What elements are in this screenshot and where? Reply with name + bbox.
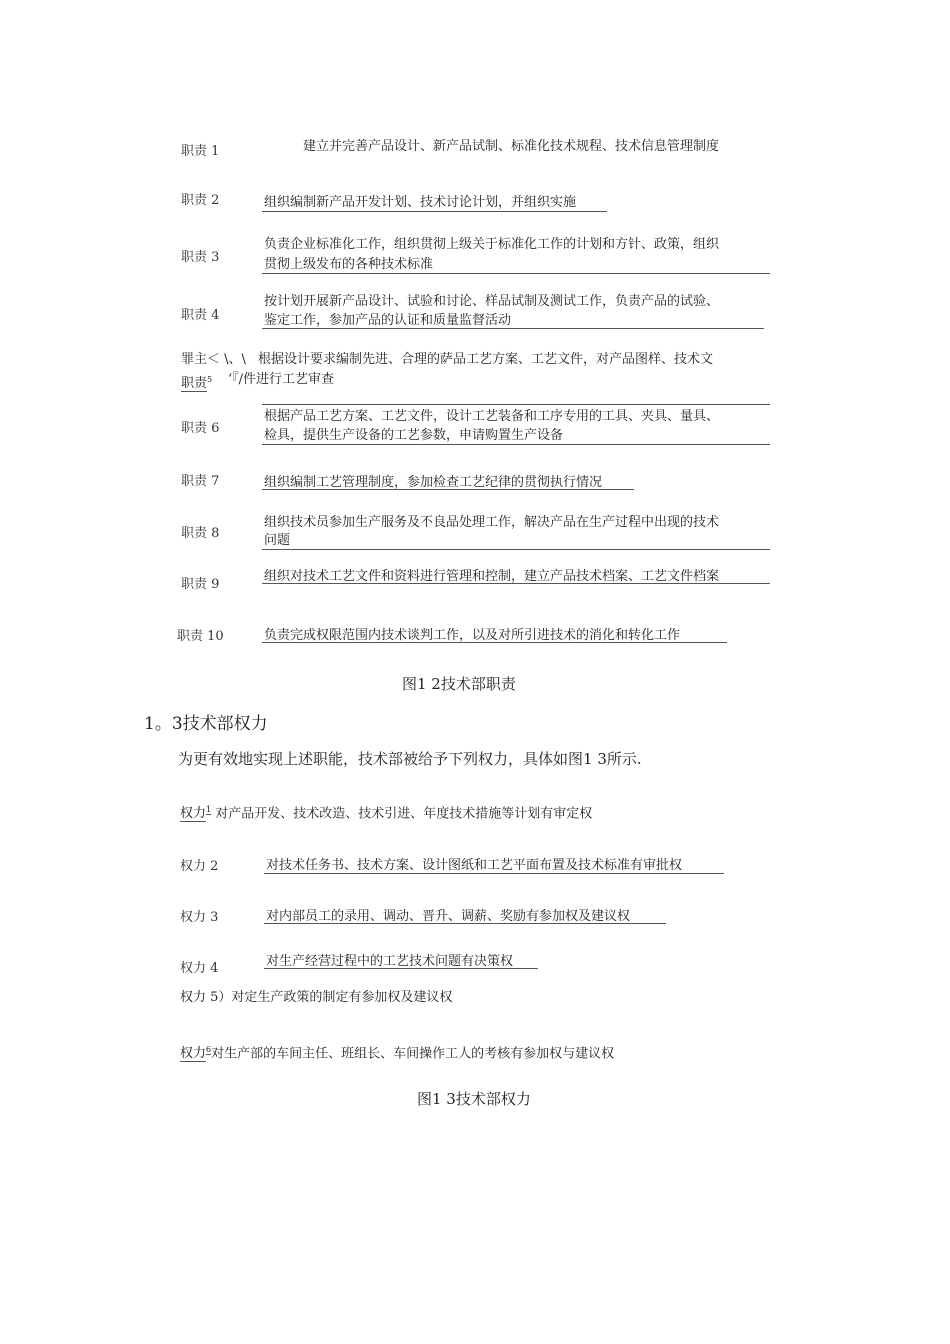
duty-5-line2: ‘『/件进行工艺审查 [228,372,335,387]
duty-8-line1: 组织技术员参加生产服务及不良品处理工作，解决产品在生产过程中出现的技术 [264,515,720,530]
power-2-underline [264,873,724,874]
duty-10-underline [262,642,727,643]
power-1-sup: 1 [206,805,212,814]
duty-3-label: 职责 3 [181,250,220,265]
duty-6-underline [262,444,770,445]
intro-paragraph: 为更有效地实现上述职能，技术部被给予下列权力，具体如图1 3所示. [178,750,642,768]
duty-5-label-wrap [181,370,212,394]
duty-10-text: 负责完成权限范围内技术谈判工作，以及对所引进技术的消化和转化工作 [264,628,681,643]
duty-4-label: 职责 4 [181,308,220,323]
duty-5-prefix: 罪主＜ \、\ [181,352,246,367]
power-4-text: 对生产经营过程中的工艺技术问题有决策权 [266,954,514,969]
duty-4-underline [262,328,764,329]
duty-6-line2: 检具，提供生产设备的工艺参数，申请购置生产设备 [264,428,564,443]
duty-3-line2: 贯彻上级发布的各种技术标准 [264,257,434,272]
duty-1-label: 职责 1 [181,144,220,159]
power-2-text: 对技术任务书、技术方案、设计图纸和工艺平面布置及技术标准有审批权 [266,858,683,873]
duty-3-underline [262,273,770,274]
duty-8-underline [262,549,770,550]
duty-1-text: 建立并完善产品设计、新产品试制、标准化技术规程、技术信息管理制度 [303,139,720,154]
power-4-label: 权力 4 [180,961,219,976]
duty-9-underline [262,583,770,584]
duty-8-line2: 问题 [264,533,291,548]
duty-8-label: 职责 8 [181,526,220,541]
duty-2-underline [262,211,607,212]
duty-9-text: 组织对技术工艺文件和资料进行管理和控制，建立产品技术档案、工艺文件档案 [264,569,720,584]
duty-3-line1: 负责企业标准化工作，组织贯彻上级关于标准化工作的计划和方针、政策，组织 [264,237,720,252]
power-6-sup: 6 [206,1045,212,1054]
power-3-text: 对内部员工的录用、调动、晋升、调薪、奖励有参加权及建议权 [266,909,631,924]
duty-4-line1: 按计划开展新产品设计、试验和讨论、样品试制及测试工作，负责产品的试验、 [264,294,720,309]
duty-9-label: 职责 9 [181,577,220,592]
duty-5-sup: 5 [207,375,213,384]
power-5-text: 权力 5）对定生产政策的制定有参加权及建议权 [180,990,453,1005]
duty-2-text: 组织编制新产品开发计划、技术讨论计划，并组织实施 [264,195,577,210]
duty-6-line1: 根据产品工艺方案、工艺文件，设计工艺装备和工序专用的工具、夹具、量具、 [264,409,720,424]
power-2-label: 权力 2 [180,859,219,874]
power-1-label: 权力 [180,806,207,822]
figure-caption-duties: 图1 2技术部职责 [402,675,516,693]
duty-6-label: 职责 6 [181,421,220,436]
duty-5-label: 职责 [181,376,208,392]
duty-5-underline [262,404,770,405]
power-4-underline [264,968,538,969]
duty-10-label: 职责 10 [177,629,224,644]
duty-2-label: 职责 2 [181,193,220,208]
power-1 [180,800,592,824]
power-6-label: 权力 [180,1046,207,1062]
power-1-text: 对产品开发、技术改造、技术引进、年度技术措施等计划有审定权 [215,806,593,822]
power-6-text: 对生产部的车间主任、班组长、车间操作工人的考核有参加权与建议权 [211,1046,615,1062]
duty-5-line1: 根据设计要求编制先进、合理的萨品工艺方案、工艺文件，对产品图样、技术文 [258,352,714,367]
power-6 [180,1040,614,1064]
duty-7-text: 组织编制工艺管理制度，参加检查工艺纪律的贯彻执行情况 [264,475,603,490]
power-3-label: 权力 3 [180,910,219,925]
duty-7-label: 职责 7 [181,474,220,489]
power-3-underline [264,923,666,924]
figure-caption-powers: 图1 3技术部权力 [417,1090,531,1108]
duty-7-underline [262,489,634,490]
section-heading: 1。3技术部权力 [144,714,268,734]
duty-4-line2: 鉴定工作，参加产品的认证和质量监督活动 [264,313,512,328]
